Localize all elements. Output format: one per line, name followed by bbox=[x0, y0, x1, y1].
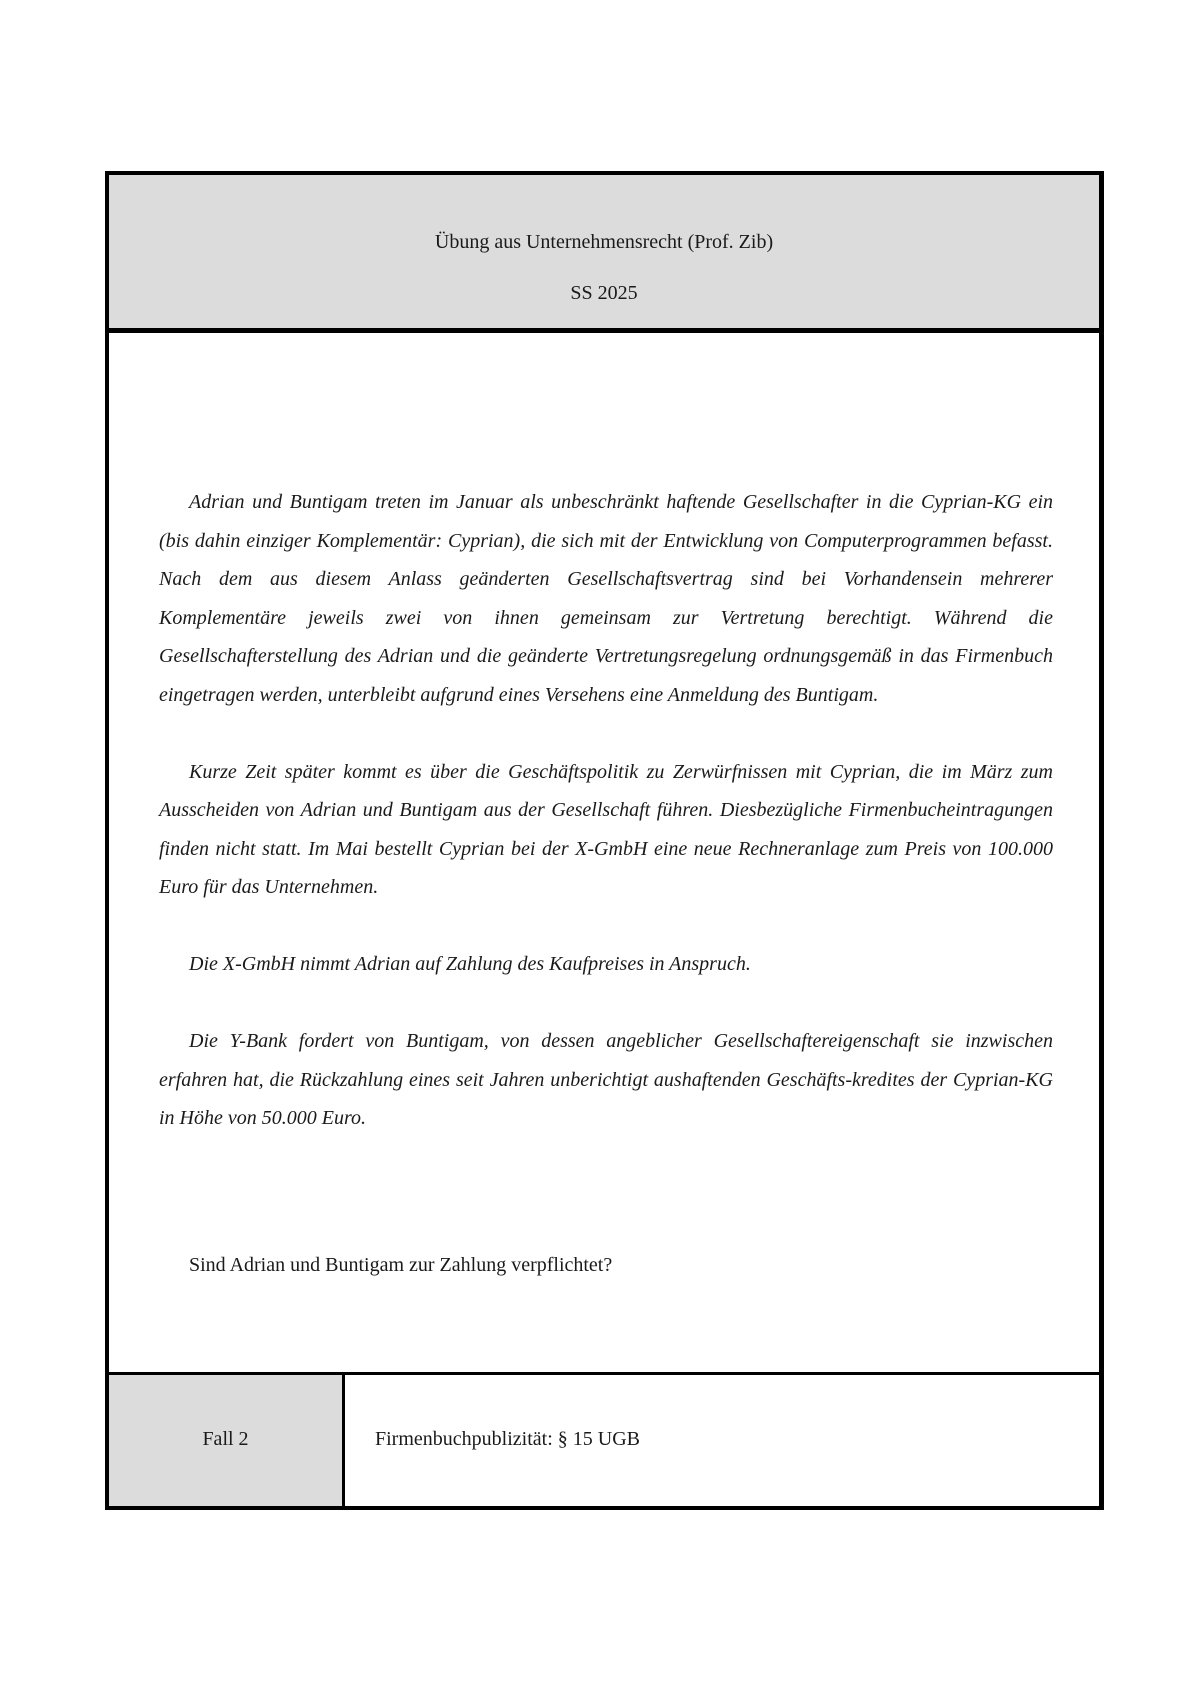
case-paragraph: Adrian und Buntigam treten im Januar als unbeschränkt haftende Gesellschafter in die Cyprian-KG ein (bis dahin einziger Komplementär: Cyprian), die sich mit der Entwicklung von Computerprogrammen befasst. Nach dem aus diesem Anlass geänderten Gesellschaftsvertrag sind bei Vorhandensein mehrerer Komplementäre jeweils zwei von ihnen gemeinsam zur Vertretung berechtigt. Während die Gesellschafterstellung des Adrian und die geänderte Vertretungsregelung ordnungsgemäß in das Firmenbuch eingetragen werden, unterbleibt aufgrund eines Versehens eine Anmeldung des Buntigam. bbox=[159, 491, 1053, 706]
case-paragraph: Die X-GmbH nimmt Adrian auf Zahlung des Kaufpreises in Anspruch. bbox=[189, 953, 751, 975]
case-paragraph: Die Y-Bank fordert von Buntigam, von dessen angeblicher Gesellschaftereigenschaft sie inzwischen erfahren hat, die Rückzahlung eines seit Jahren unberichtigt aushaftenden Geschäfts-kredites der Cyprian-KG in Höhe von 50.000 Euro. bbox=[159, 1030, 1053, 1129]
exercise-sheet bbox=[105, 171, 1104, 1510]
case-question: Sind Adrian und Buntigam zur Zahlung verpflichtet? bbox=[189, 1254, 613, 1276]
case-paragraph: Kurze Zeit später kommt es über die Geschäftspolitik zu Zerwürfnissen mit Cyprian, die im März zum Ausscheiden von Adrian und Buntigam aus der Gesellschaft führen. Diesbezügliche Firmenbucheintragungen finden nicht statt. Im Mai bestellt Cyprian bei der X-GmbH eine neue Rechneranlage zum Preis von 100.000 Euro für das Unternehmen. bbox=[159, 760, 1053, 898]
sheet-footer bbox=[109, 1372, 1099, 1506]
course-title: Übung aus Unternehmensrecht (Prof. Zib) bbox=[434, 231, 774, 253]
semester-label: SS 2025 bbox=[570, 282, 638, 304]
case-description bbox=[159, 483, 1053, 1176]
sheet-header bbox=[109, 175, 1099, 333]
case-topic: Firmenbuchpublizität: § 15 UGB bbox=[375, 1428, 640, 1450]
case-number: Fall 2 bbox=[109, 1375, 345, 1506]
